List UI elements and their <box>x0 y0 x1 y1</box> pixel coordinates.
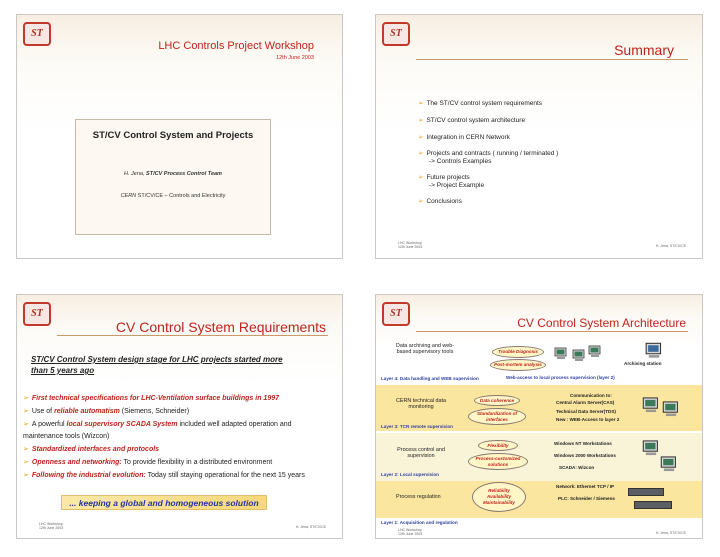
slide-2 <box>375 14 703 259</box>
communication-web: New : WEB-Access to layer 2 <box>556 417 620 422</box>
arrow-bullet-icon: ➢ <box>418 174 424 181</box>
summary-item-label: Conclusions <box>426 198 462 205</box>
standardization-ellipse: Standardization of interfaces <box>468 408 526 425</box>
plc-rack-icon <box>634 501 672 509</box>
network-label: Network: Ethernet TCP / IP <box>556 484 615 489</box>
flexibility-ellipse: Flexibility <box>478 440 518 451</box>
layer-3-label: Layer 3: TCR remote supervision <box>381 424 453 429</box>
plc-rack-icon <box>628 488 664 496</box>
requirement-text: To provide flexibility in a distributed environment <box>121 459 273 466</box>
organization-line <box>75 193 271 199</box>
w2000-workstations: Windows 2000 Workstations <box>554 453 616 458</box>
availability-label: Availability <box>486 494 512 499</box>
title-rule <box>416 331 688 332</box>
arrow-bullet-icon: ➢ <box>23 446 29 453</box>
footer-author: H. Jena, ST/CV/CE <box>655 531 686 535</box>
requirement-text: (Siemens, Schneider) <box>119 408 190 415</box>
requirement-text: First technical specifications for LHC-Ventilation surface buildings in 1997 <box>31 395 280 402</box>
footer-event: LHC Workshop <box>398 528 422 532</box>
requirement-text: included well adapted operation and maintenance tools (Wizcon) <box>23 421 292 440</box>
web-access-note: Web-access to local process supervision (layer 2) <box>506 375 615 380</box>
requirement-4 <box>23 444 321 456</box>
workstation-icon <box>588 345 602 358</box>
requirement-text: Standardized interfaces and protocols <box>31 446 160 453</box>
title-rule <box>57 335 328 336</box>
layer-1-description: Process regulation <box>396 494 441 500</box>
summary-item-2 <box>418 116 525 125</box>
cern-st-logo: ST <box>382 22 410 46</box>
cern-st-logo: ST <box>23 22 51 46</box>
reliability-label: Reliability <box>488 488 510 493</box>
footer-left <box>398 528 422 536</box>
archiving-station-label: Archiving station <box>624 361 662 366</box>
footer-event: LHC Workshop <box>39 522 63 526</box>
footer-left <box>398 241 422 249</box>
footer-date: 12th June 2003 <box>39 526 64 530</box>
slide-title: CV Control System Requirements <box>115 319 326 335</box>
footer-author: H. Jena, ST/CV/CE <box>295 525 326 529</box>
requirement-text: A powerful <box>31 421 67 428</box>
trouble-diagnosis-ellipse: Trouble Diagnosis <box>492 346 544 358</box>
author-team: ST/CV Process Control Team <box>146 171 222 177</box>
requirement-3 <box>23 419 321 443</box>
summary-item-label: ST/CV control system architecture <box>426 117 526 124</box>
cern-st-logo: ST <box>382 302 410 326</box>
footer-left <box>39 522 63 530</box>
footer-event: LHC Workshop <box>398 241 422 245</box>
workshop-title: LHC Controls Project Workshop <box>158 40 314 52</box>
requirement-emphasis: reliable automatism <box>54 408 120 415</box>
footer-date: 12th June 2003 <box>398 532 423 536</box>
workstation-icon <box>642 439 660 457</box>
server-icon <box>642 395 660 415</box>
workshop-date: 12th June 2003 <box>276 55 314 61</box>
slide-title: Summary <box>614 42 674 58</box>
summary-subitem-1: -> Controls Examples <box>429 158 492 165</box>
summary-item-label: Projects and contracts ( running / terminated ) <box>426 150 559 157</box>
requirement-6 <box>23 470 321 482</box>
requirement-emphasis: Openness and networking: <box>31 459 122 466</box>
intro-text: ST/CV Control System design stage for LHC projects started more than 5 years ago <box>31 355 283 375</box>
arrow-bullet-icon: ➢ <box>23 459 29 466</box>
communication-cas: Central Alarm Server(CAS) <box>556 400 615 405</box>
arrow-bullet-icon: ➢ <box>23 395 29 402</box>
summary-item-6 <box>418 197 462 206</box>
author-name: H. Jena, <box>124 171 147 177</box>
data-coherence-ellipse: Data coherence <box>474 395 520 406</box>
workstation-icon <box>572 349 586 362</box>
summary-item-1 <box>418 99 542 108</box>
summary-subitem-2: -> Project Example <box>429 182 485 189</box>
arrow-bullet-icon: ➢ <box>418 100 424 107</box>
layer-1-label: Layer 1: Acquisition and regulation <box>381 520 458 525</box>
process-customized-ellipse: Process-customized solutions <box>468 453 528 470</box>
author-line <box>75 171 271 177</box>
requirement-text: Use of <box>31 408 55 415</box>
slide-1 <box>16 14 343 259</box>
requirement-1 <box>23 393 321 405</box>
workstation-icon <box>554 347 568 360</box>
arrow-bullet-icon: ➢ <box>23 421 29 428</box>
summary-item-label: Integration in CERN Network <box>426 134 510 141</box>
presentation-title: ST/CV Control System and Projects <box>92 130 254 141</box>
summary-item-3 <box>418 133 510 142</box>
org-cern: CERN <box>120 193 137 199</box>
slide-title: CV Control System Architecture <box>517 316 686 330</box>
summary-item-label: The ST/CV control system requirements <box>426 100 543 107</box>
layer-4-description: Data archiving and web-based supervisory tools <box>395 343 455 355</box>
layer-2-label: Layer 2: Local supervision <box>381 472 439 477</box>
arrow-bullet-icon: ➢ <box>418 150 424 157</box>
arrow-bullet-icon: ➢ <box>418 117 424 124</box>
highlight-banner: ... keeping a global and homogeneous solution <box>61 495 267 510</box>
requirement-2 <box>23 406 321 418</box>
cern-st-logo: ST <box>23 302 51 326</box>
layer-4-label: Layer 4: Data handling and WEB supervision <box>381 376 479 381</box>
requirement-text: Today still staying operational for the next 15 years <box>145 472 305 479</box>
post-mortem-ellipse: Post-mortem analysis <box>490 359 546 371</box>
arrow-bullet-icon: ➢ <box>418 198 424 205</box>
requirement-5 <box>23 457 321 469</box>
server-icon <box>662 399 680 419</box>
maintainability-label: Maintainability <box>483 500 515 505</box>
communication-tds: Technical Data Server(TDS) <box>556 409 616 414</box>
layer-2-description: Process control and supervision <box>397 447 445 459</box>
arrow-bullet-icon: ➢ <box>418 134 424 141</box>
layer-3-description: CERN technical data monitoring <box>395 398 447 410</box>
communication-heading: Communication to: <box>570 393 612 398</box>
footer-date: 12th June 2003 <box>398 245 423 249</box>
reliability-availability-ellipse <box>472 482 526 512</box>
org-division: ST/CV/CE – Controls and Electricity <box>136 193 226 199</box>
nt-workstations: Windows NT Workstations <box>554 441 612 446</box>
arrow-bullet-icon: ➢ <box>23 472 29 479</box>
arrow-bullet-icon: ➢ <box>23 408 29 415</box>
requirement-emphasis: Following the industrial evolution: <box>31 472 146 479</box>
requirement-emphasis: local supervisory SCADA System <box>66 421 178 428</box>
plc-label: PLC: Schneider / Siemens <box>558 496 615 501</box>
archiving-station-icon <box>644 342 664 359</box>
slide-background <box>17 15 342 135</box>
slide-4 <box>375 294 703 539</box>
scada-wizcon: SCADA: Wizcon <box>559 465 595 470</box>
workstation-icon <box>660 455 678 473</box>
footer-author: H. Jena, ST/CV/CE <box>655 244 686 248</box>
slide-3 <box>16 294 343 539</box>
summary-item-label: Future projects <box>426 174 470 181</box>
title-rule <box>416 59 688 60</box>
